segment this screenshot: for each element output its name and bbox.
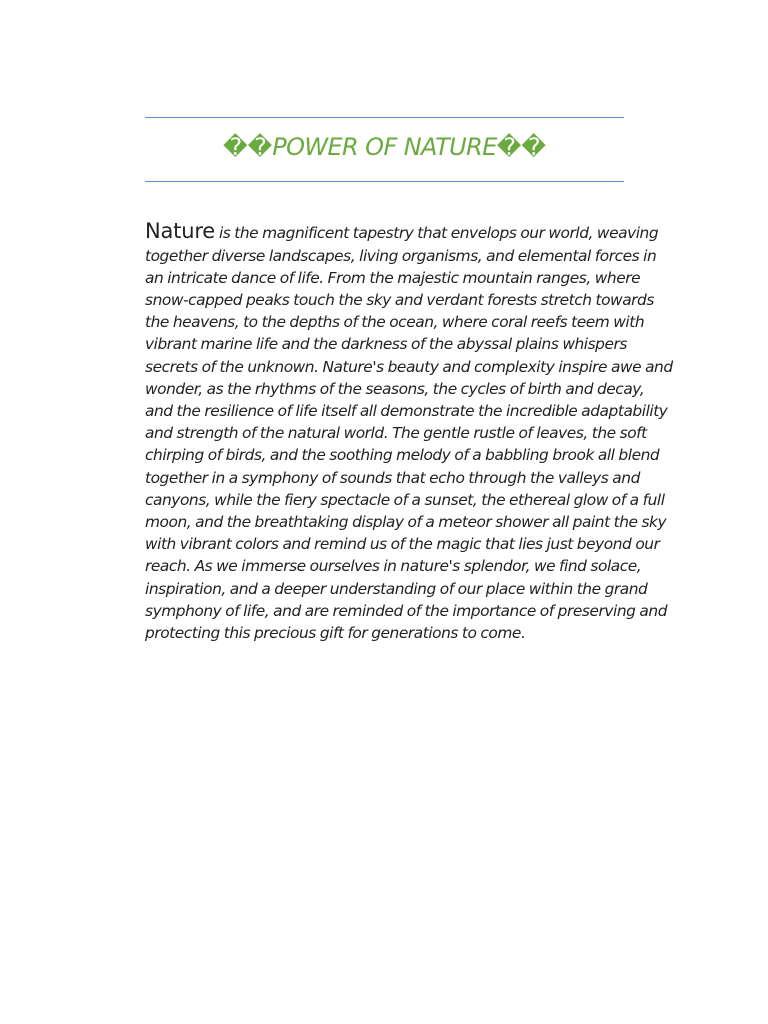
document-title: [145, 130, 624, 164]
title-prefix-glyph: ��: [222, 133, 273, 161]
title-bottom-rule: [145, 181, 624, 182]
paragraph-text: is the magnificent tapestry that envelops our world, weaving together diverse landscapes, living organisms, and elemental forces in an intricate dance of life. From the majestic mountain ranges, where snow-capped peaks touch the sky and verdant forests stretch towards the heavens, to the depths of the ocean, where coral reefs teem with vibrant marine life and the darkness of the abyssal plains whispers secrets of the unknown. Nature's beauty and complexity inspire awe and wonder, as the rhythms of the seasons, the cycles of birth and decay, and the resilience of life itself all demonstrate the incredible adaptability and strength of the natural world. The gentle rustle of leaves, the soft chirping of birds, and the soothing melody of a babbling brook all blend together in a symphony of sounds that echo through the valleys and canyons, while the fiery spectacle of a sunset, the ethereal glow of a full moon, and the breathtaking display of a meteor shower all paint the sky with vibrant colors and remind us of the magic that lies just beyond our reach. As we immerse ourselves in nature's splendor, we find solace, inspiration, and a deeper understanding of our place within the grand symphony of life, and are reminded of the importance of preserving and protecting this precious gift for generations to come.: [145, 224, 673, 643]
lead-word: Nature: [145, 219, 216, 244]
title-suffix-glyph: ��: [496, 133, 547, 161]
body-paragraph: [145, 220, 673, 644]
title-top-rule: [145, 117, 624, 118]
title-text: POWER OF NATURE: [272, 133, 497, 161]
